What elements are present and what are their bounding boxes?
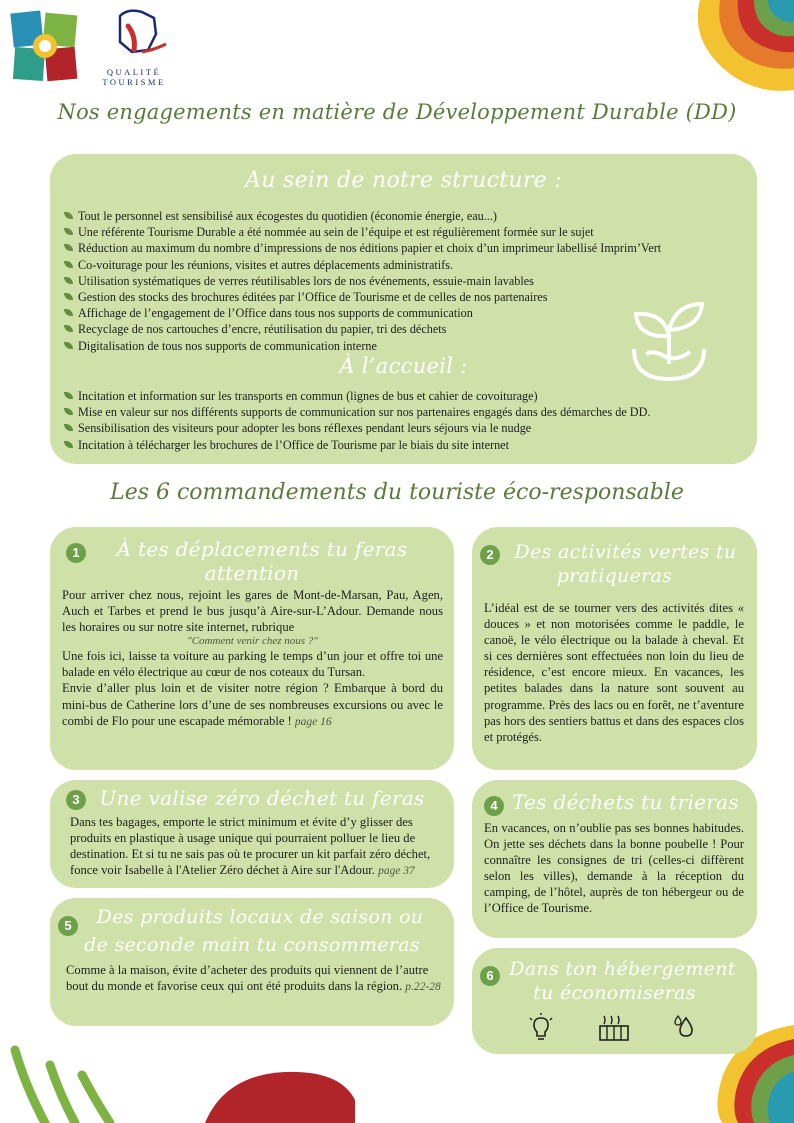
card-title-line2: attention bbox=[204, 561, 300, 585]
leaf-icon bbox=[64, 424, 73, 431]
paragraph: Envie d’aller plus loin et de visiter notre région ? Embarque à bord du mini-bus de Catherine lors d’une de ses nombreuses excursions ou avec le combi de Flo pour une escapade mémorable ! page 16 bbox=[62, 681, 443, 728]
commandment-card-2 bbox=[472, 527, 757, 770]
qualite-tourisme-logo bbox=[98, 6, 178, 87]
list-item: Mise en valeur sur nos différents supports de communication sur nos partenaires engagés dans des démarches de DD. bbox=[64, 404, 650, 420]
leaf-icon bbox=[64, 244, 73, 251]
lightbulb-icon bbox=[526, 1012, 556, 1042]
commandment-card-5 bbox=[50, 898, 454, 1026]
accueil-list bbox=[64, 388, 650, 453]
leaf-icon bbox=[64, 392, 73, 399]
list-item: Gestion des stocks des brochures éditées par l’Office de Tourisme et de celles de nos partenaires bbox=[64, 289, 661, 305]
card-text: Comme à la maison, évite d’acheter des produits qui viennent de l’autre bout du monde et favorise ceux qui ont été produits dans la région. p.22-28 bbox=[66, 963, 441, 994]
tourism-office-logo bbox=[8, 8, 80, 84]
list-item: Co-voiturage pour les réunions, visites et autres déplacements administratifs. bbox=[64, 257, 661, 273]
card-title-line1: Une valise zéro déchet tu feras bbox=[99, 786, 425, 810]
commandment-card-4 bbox=[472, 780, 757, 938]
list-item: Incitation à télécharger les brochures de l’Office de Tourisme par le biais du site internet bbox=[64, 437, 650, 453]
leaf-icon bbox=[64, 325, 73, 332]
quote: "Comment venir chez nous ?" bbox=[187, 635, 318, 648]
leaf-icon bbox=[64, 342, 73, 349]
paragraph: Une fois ici, laisse ta voiture au parking le temps d’un jour et offre toi une balade en vélo électrique au cœur de nos coteaux du Tursan. bbox=[62, 649, 443, 680]
list-item: Utilisation systématiques de verres réutilisables lors de nos événements, essuie-main lavables bbox=[64, 273, 661, 289]
list-item: Réduction au maximum du nombre d’impressions de nos éditions papier et choix d’un imprimeur labellisé Imprim’Vert bbox=[64, 240, 661, 256]
rainbow-decoration-top-right bbox=[680, 0, 794, 95]
commandment-card-1 bbox=[50, 527, 454, 770]
structure-list bbox=[64, 208, 661, 354]
list-item: Tout le personnel est sensibilisé aux écogestes du quotidien (économie énergie, eau...) bbox=[64, 208, 661, 224]
leaf-icon bbox=[64, 293, 73, 300]
card-title-line1: À tes déplacements tu feras bbox=[116, 537, 408, 561]
commandment-card-6 bbox=[472, 948, 757, 1054]
leaf-icon bbox=[64, 441, 73, 448]
red-shape-bottom bbox=[205, 1070, 355, 1123]
leaf-icon bbox=[64, 228, 73, 235]
card-title-line1: Tes déchets tu trieras bbox=[512, 790, 739, 814]
number-badge: 3 bbox=[66, 790, 86, 810]
card-title-line1: Des produits locaux de saison ou bbox=[96, 906, 424, 928]
card-title-line2: pratiqueras bbox=[556, 565, 673, 587]
page-title: Nos engagements en matière de Développement Durable (DD) bbox=[57, 100, 737, 124]
structure-title: Au sein de notre structure : bbox=[245, 168, 562, 193]
structure-card bbox=[50, 154, 757, 464]
list-item: Incitation et information sur les transports en commun (lignes de bus et cahier de covoiturage) bbox=[64, 388, 650, 404]
leaf-icon bbox=[64, 277, 73, 284]
paragraph: Pour arriver chez nous, rejoint les gares de Mont-de-Marsan, Pau, Agen, Auch et Tarbes et prend le bus jusqu’à Aire-sur-L’Adour. Demande nous les horaires ou sur notre site internet, rubrique bbox=[62, 588, 443, 635]
list-item: Digitalisation de tous nos supports de communication interne bbox=[64, 338, 661, 354]
number-badge: 1 bbox=[66, 543, 86, 563]
number-badge: 6 bbox=[480, 966, 500, 986]
page-ref: p.22-28 bbox=[405, 981, 441, 994]
card-text: L’idéal est de se tourner vers des activités dites « douces » et non motorisées comme le paddle, le canoë, le vélo électrique ou la balade à cheval. Et si ces dernières sont effectuées non loin du lieu de résidence, c’est encore mieux. En vacances, les petites balades dans la nature sont souvent au programme. Près des lacs ou en forêt, ne t’aventure pas hors des sentiers battus et dans des espaces clos et protégés. bbox=[484, 601, 744, 744]
water-drop-icon bbox=[672, 1014, 698, 1040]
card-title-line1: Des activités vertes tu bbox=[514, 541, 737, 563]
card-text bbox=[62, 587, 443, 730]
list-item: Une référente Tourisme Durable a été nommée au sein de l’équipe et est régulièrement formée sur le sujet bbox=[64, 224, 661, 240]
card-title-line2: tu économiseras bbox=[533, 982, 696, 1004]
page-ref: page 37 bbox=[378, 865, 415, 878]
leaf-icon bbox=[64, 261, 73, 268]
page-ref: page 16 bbox=[294, 715, 332, 728]
list-item: Affichage de l’engagement de l’Office dans tous nos supports de communication bbox=[64, 305, 661, 321]
logo-label: QUALITÉ TOURISME bbox=[102, 67, 166, 87]
radiator-icon bbox=[598, 1014, 632, 1042]
number-badge: 5 bbox=[58, 916, 78, 936]
card-text: En vacances, on n’oublie pas ses bonnes habitudes. On jette ses déchets dans la bonne poubelle ! Pour connaître les consignes de tri (celles-ci diffèrent selon les villes), demande à la réception du camping, de l’hôtel, auprès de ton hébergeur ou de l’Office de Tourisme. bbox=[484, 821, 744, 916]
accueil-title: À l’accueil : bbox=[339, 354, 468, 378]
card-title-line2: de seconde main tu consommeras bbox=[84, 934, 420, 956]
card-text: Dans tes bagages, emporte le strict minimum et évite d’y glisser des produits en plastique à usage unique qui pourraient polluer le lieu de destination. Et si tu ne sais pas où te procurer un kit parfait zéro déchet, fonce voir Isabelle à l'Atelier Zéro déchet à Aire sur l'Adour. page 37 bbox=[70, 815, 431, 878]
commandment-card-3 bbox=[50, 780, 454, 888]
leaf-icon bbox=[64, 408, 73, 415]
card-title-line1: Dans ton hébergement bbox=[509, 958, 736, 980]
list-item: Sensibilisation des visiteurs pour adopter les bons réflexes pendant leurs séjours via le nudge bbox=[64, 420, 650, 436]
green-strokes-bottom-left bbox=[10, 1045, 120, 1123]
list-item: Recyclage de nos cartouches d’encre, réutilisation du papier, tri des déchets bbox=[64, 321, 661, 337]
marianne-icon bbox=[98, 6, 178, 62]
leaf-icon bbox=[64, 212, 73, 219]
commandments-title: Les 6 commandements du touriste éco-responsable bbox=[110, 480, 684, 505]
leaf-icon bbox=[64, 309, 73, 316]
number-badge: 4 bbox=[484, 796, 504, 816]
number-badge: 2 bbox=[480, 545, 500, 565]
